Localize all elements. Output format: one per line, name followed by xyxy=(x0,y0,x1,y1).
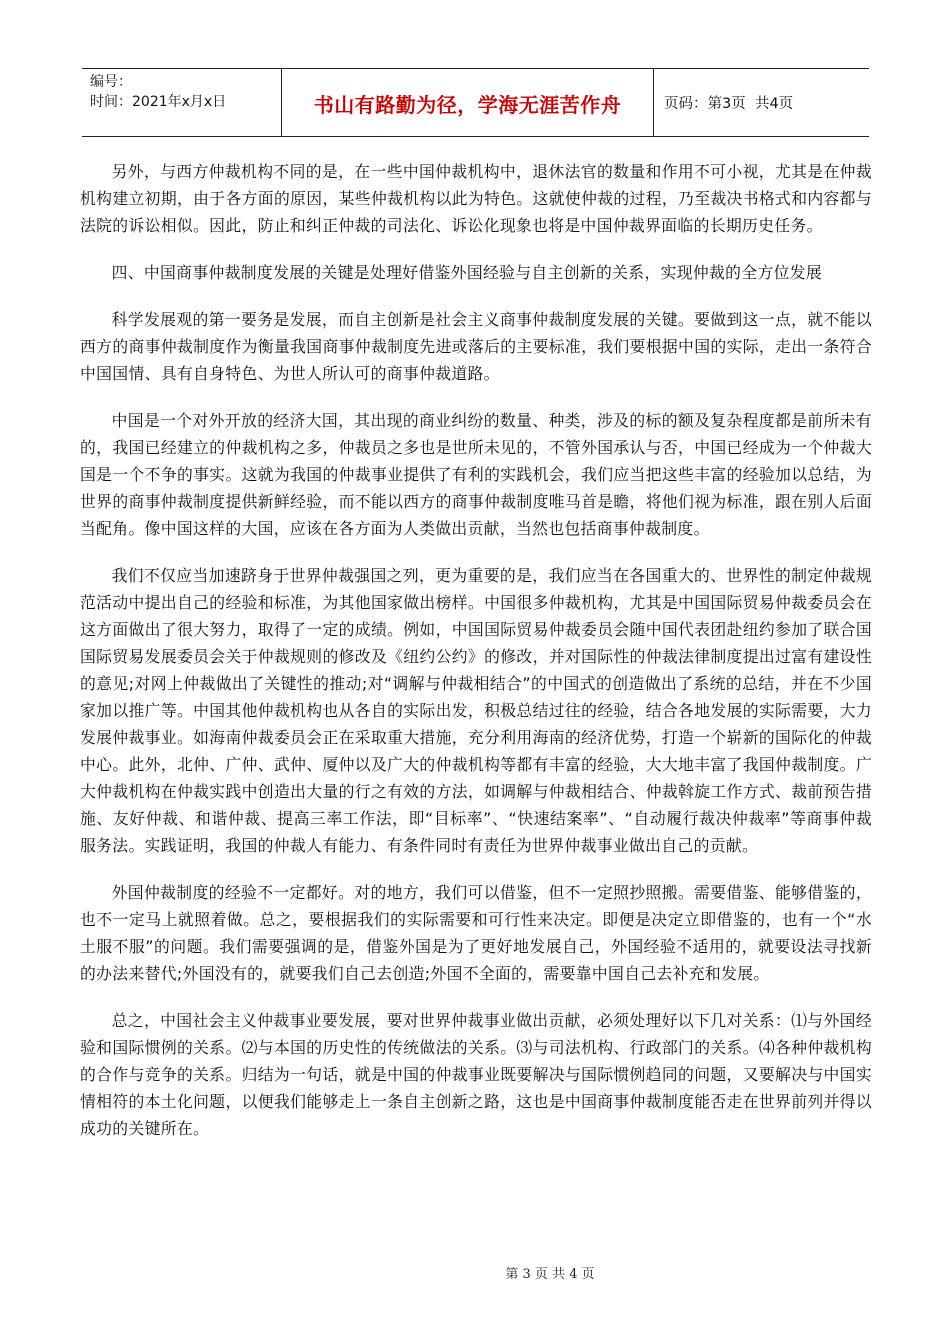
body-paragraph: 科学发展观的第一要务是发展，而自主创新是社会主义商事仲裁制度发展的关键。要做到这一点，就不能以西方的商事仲裁制度作为衡量我国商事仲裁制度先进或落后的主要标准，我们要根据中国的实际，走出一条符合中国国情、具有自身特色、为世人所认可的商事仲裁道路。 xyxy=(80,310,872,383)
body-paragraph: 外国仲裁制度的经验不一定都好。对的地方，我们可以借鉴，但不一定照抄照搬。需要借鉴、能够借鉴的，也不一定马上就照着做。总之，要根据我们的实际需要和可行性来决定。即便是决定立即借鉴的，也有一个“水土服不服”的问题。我们需要强调的是，借鉴外国是为了更好地发展自己，外国经验不适用的，就要设法寻找新的办法来替代;外国没有的，就要我们自己去创造;外国不全面的，需要靠中国自己去补充和发展。 xyxy=(80,883,872,983)
header-meta xyxy=(82,69,282,136)
body-paragraph: 我们不仅应当加速跻身于世界仲裁强国之列，更为重要的是，我们应当在各国重大的、世界性的制定仲裁规范活动中提出自己的经验和标准，为其他国家做出榜样。中国很多仲裁机构，尤其是中国国际贸易仲裁委员会在这方面做出了很大努力，取得了一定的成绩。例如，中国国际贸易仲裁委员会随中国代表团赴纽约参加了联合国国际贸易发展委员会关于仲裁规则的修改及《纽约公约》的修改，并对国际性的仲裁法律制度提出过富有建设性的意见;对网上仲裁做出了关键性的推动;对“调解与仲裁相结合”的中国式的创造做出了系统的总结，并在不少国家加以推广等。中国其他仲裁机构也从各自的实际出发，积极总结过往的经验，结合各地发展的实际需要，大力发展仲裁事业。如海南仲裁委员会正在采取重大措施，充分利用海南的经济优势，打造一个崭新的国际化的仲裁中心。此外，北仲、广仲、武仲、厦仲以及广大的仲裁机构等都有丰富的经验，大大地丰富了我国仲裁制度。广大仲裁机构在仲裁实践中创造出大量的行之有效的方法，如调解与仲裁相结合、仲裁斡旋工作方式、裁前预告措施、友好仲裁、和谐仲裁、提高三率工作法，即“目标率”、“快速结案率”、“自动履行裁决仲裁率”等商事仲裁服务法。实践证明，我国的仲裁人有能力、有条件同时有责任为世界仲裁事业做出自己的贡献。 xyxy=(80,566,872,855)
body-paragraph: 中国是一个对外开放的经济大国，其出现的商业纠纷的数量、种类，涉及的标的额及复杂程度都是前所未有的，我国已经建立的仲裁机构之多，仲裁员之多也是世所未见的，不管外国承认与否，中国已经成为一个仲裁大国是一个不争的事实。这就为我国的仲裁事业提供了有利的实践机会，我们应当把这些丰富的经验加以总结，为世界的商事仲裁制度提供新鲜经验，而不能以西方的商事仲裁制度唯马首是瞻，将他们视为标准，跟在别人后面当配角。像中国这样的大国，应该在各方面为人类做出贡献，当然也包括商事仲裁制度。 xyxy=(80,411,872,538)
document-body xyxy=(80,158,872,1162)
body-paragraph: 总之，中国社会主义仲裁事业要发展，要对世界仲裁事业做出贡献，必须处理好以下几对关系：⑴与外国经验和国际惯例的关系。⑵与本国的历史性的传统做法的关系。⑶与司法机构、行政部门的关系。⑷各种仲裁机构的合作与竞争的关系。归结为一句话，就是中国的仲裁事业既要解决与国际惯例趋同的问题，又要解决与中国实情相符的本土化问题，以便我们能够走上一条自主创新之路，这也是中国商事仲裁制度能否走在世界前列并得以成功的关键所在。 xyxy=(80,1011,872,1138)
page-footer xyxy=(0,1263,950,1282)
header-page-number: 页码：第3页 共4页 xyxy=(664,96,794,112)
page-header xyxy=(82,68,869,137)
document-code: 编号： xyxy=(90,74,132,90)
body-paragraph: 另外，与西方仲裁机构不同的是，在一些中国仲裁机构中，退休法官的数量和作用不可小视，尤其是在仲裁机构建立初期，由于各方面的原因，某些仲裁机构以此为特色。这就使仲裁的过程，乃至裁决书格式和内容都与法院的诉讼相似。因此，防止和纠正仲裁的司法化、诉讼化现象也将是中国仲裁界面临的长期历史任务。 xyxy=(80,162,872,235)
header-motto: 书山有路勤为径，学海无涯苦作舟 xyxy=(282,69,654,136)
section-heading: 四、中国商事仲裁制度发展的关键是处理好借鉴外国经验与自主创新的关系，实现仲裁的全方位发展 xyxy=(111,263,823,282)
header-page-info xyxy=(654,69,869,136)
footer-page-number: 第 3 页 共 4 页 xyxy=(505,1267,595,1282)
document-date: 时间：2021年x月x日 xyxy=(90,94,227,110)
